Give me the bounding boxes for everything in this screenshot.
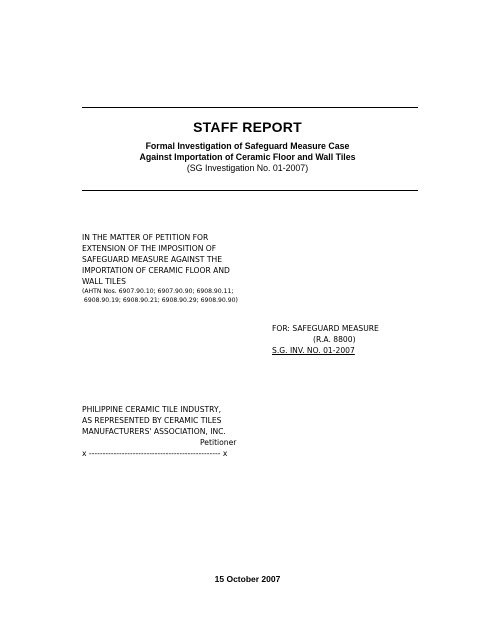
caption-separator: x ------------------------------------------------ x bbox=[82, 449, 228, 458]
ahtn-codes bbox=[82, 287, 238, 305]
matter-line: EXTENSION OF THE IMPOSITION OF bbox=[82, 244, 217, 253]
petitioner-role: Petitioner bbox=[200, 438, 237, 447]
top-rule bbox=[82, 107, 418, 108]
ahtn-code-line: (AHTN Nos. 6907.90.10; 6907.90.90; 6908.90.11; bbox=[82, 288, 234, 295]
sg-investigation-number: S.G. INV. NO. 01-2007 bbox=[272, 346, 355, 355]
petitioner-block bbox=[82, 404, 236, 459]
matter-line: IMPORTATION OF CERAMIC FLOOR AND bbox=[82, 266, 230, 275]
report-date: 15 October 2007 bbox=[214, 574, 281, 584]
for-safeguard-measure: FOR: SAFEGUARD MEASURE bbox=[272, 324, 379, 333]
report-subtitle-line-1: Formal Investigation of Safeguard Measure Case bbox=[145, 141, 350, 151]
investigation-number: (SG Investigation No. 01-2007) bbox=[186, 163, 309, 173]
ra-reference: (R.A. 8800) bbox=[313, 335, 356, 344]
matter-line: IN THE MATTER OF PETITION FOR bbox=[82, 233, 209, 242]
report-subtitle-line-2: Against Importation of Ceramic Floor and Wall Tiles bbox=[139, 152, 356, 162]
matter-caption bbox=[82, 232, 230, 287]
matter-line: WALL TILES bbox=[82, 277, 126, 286]
matter-line: SAFEGUARD MEASURE AGAINST THE bbox=[82, 255, 222, 264]
petitioner-line: MANUFACTURERS' ASSOCIATION, INC. bbox=[82, 427, 226, 436]
petitioner-line: AS REPRESENTED BY CERAMIC TILES bbox=[82, 416, 222, 425]
petitioner-line: PHILIPPINE CERAMIC TILE INDUSTRY, bbox=[82, 405, 222, 414]
bottom-rule bbox=[82, 190, 418, 191]
report-title: STAFF REPORT bbox=[193, 119, 302, 135]
ahtn-code-line: 6908.90.19; 6908.90.21; 6908.90.29; 6908.90.90) bbox=[82, 297, 238, 304]
